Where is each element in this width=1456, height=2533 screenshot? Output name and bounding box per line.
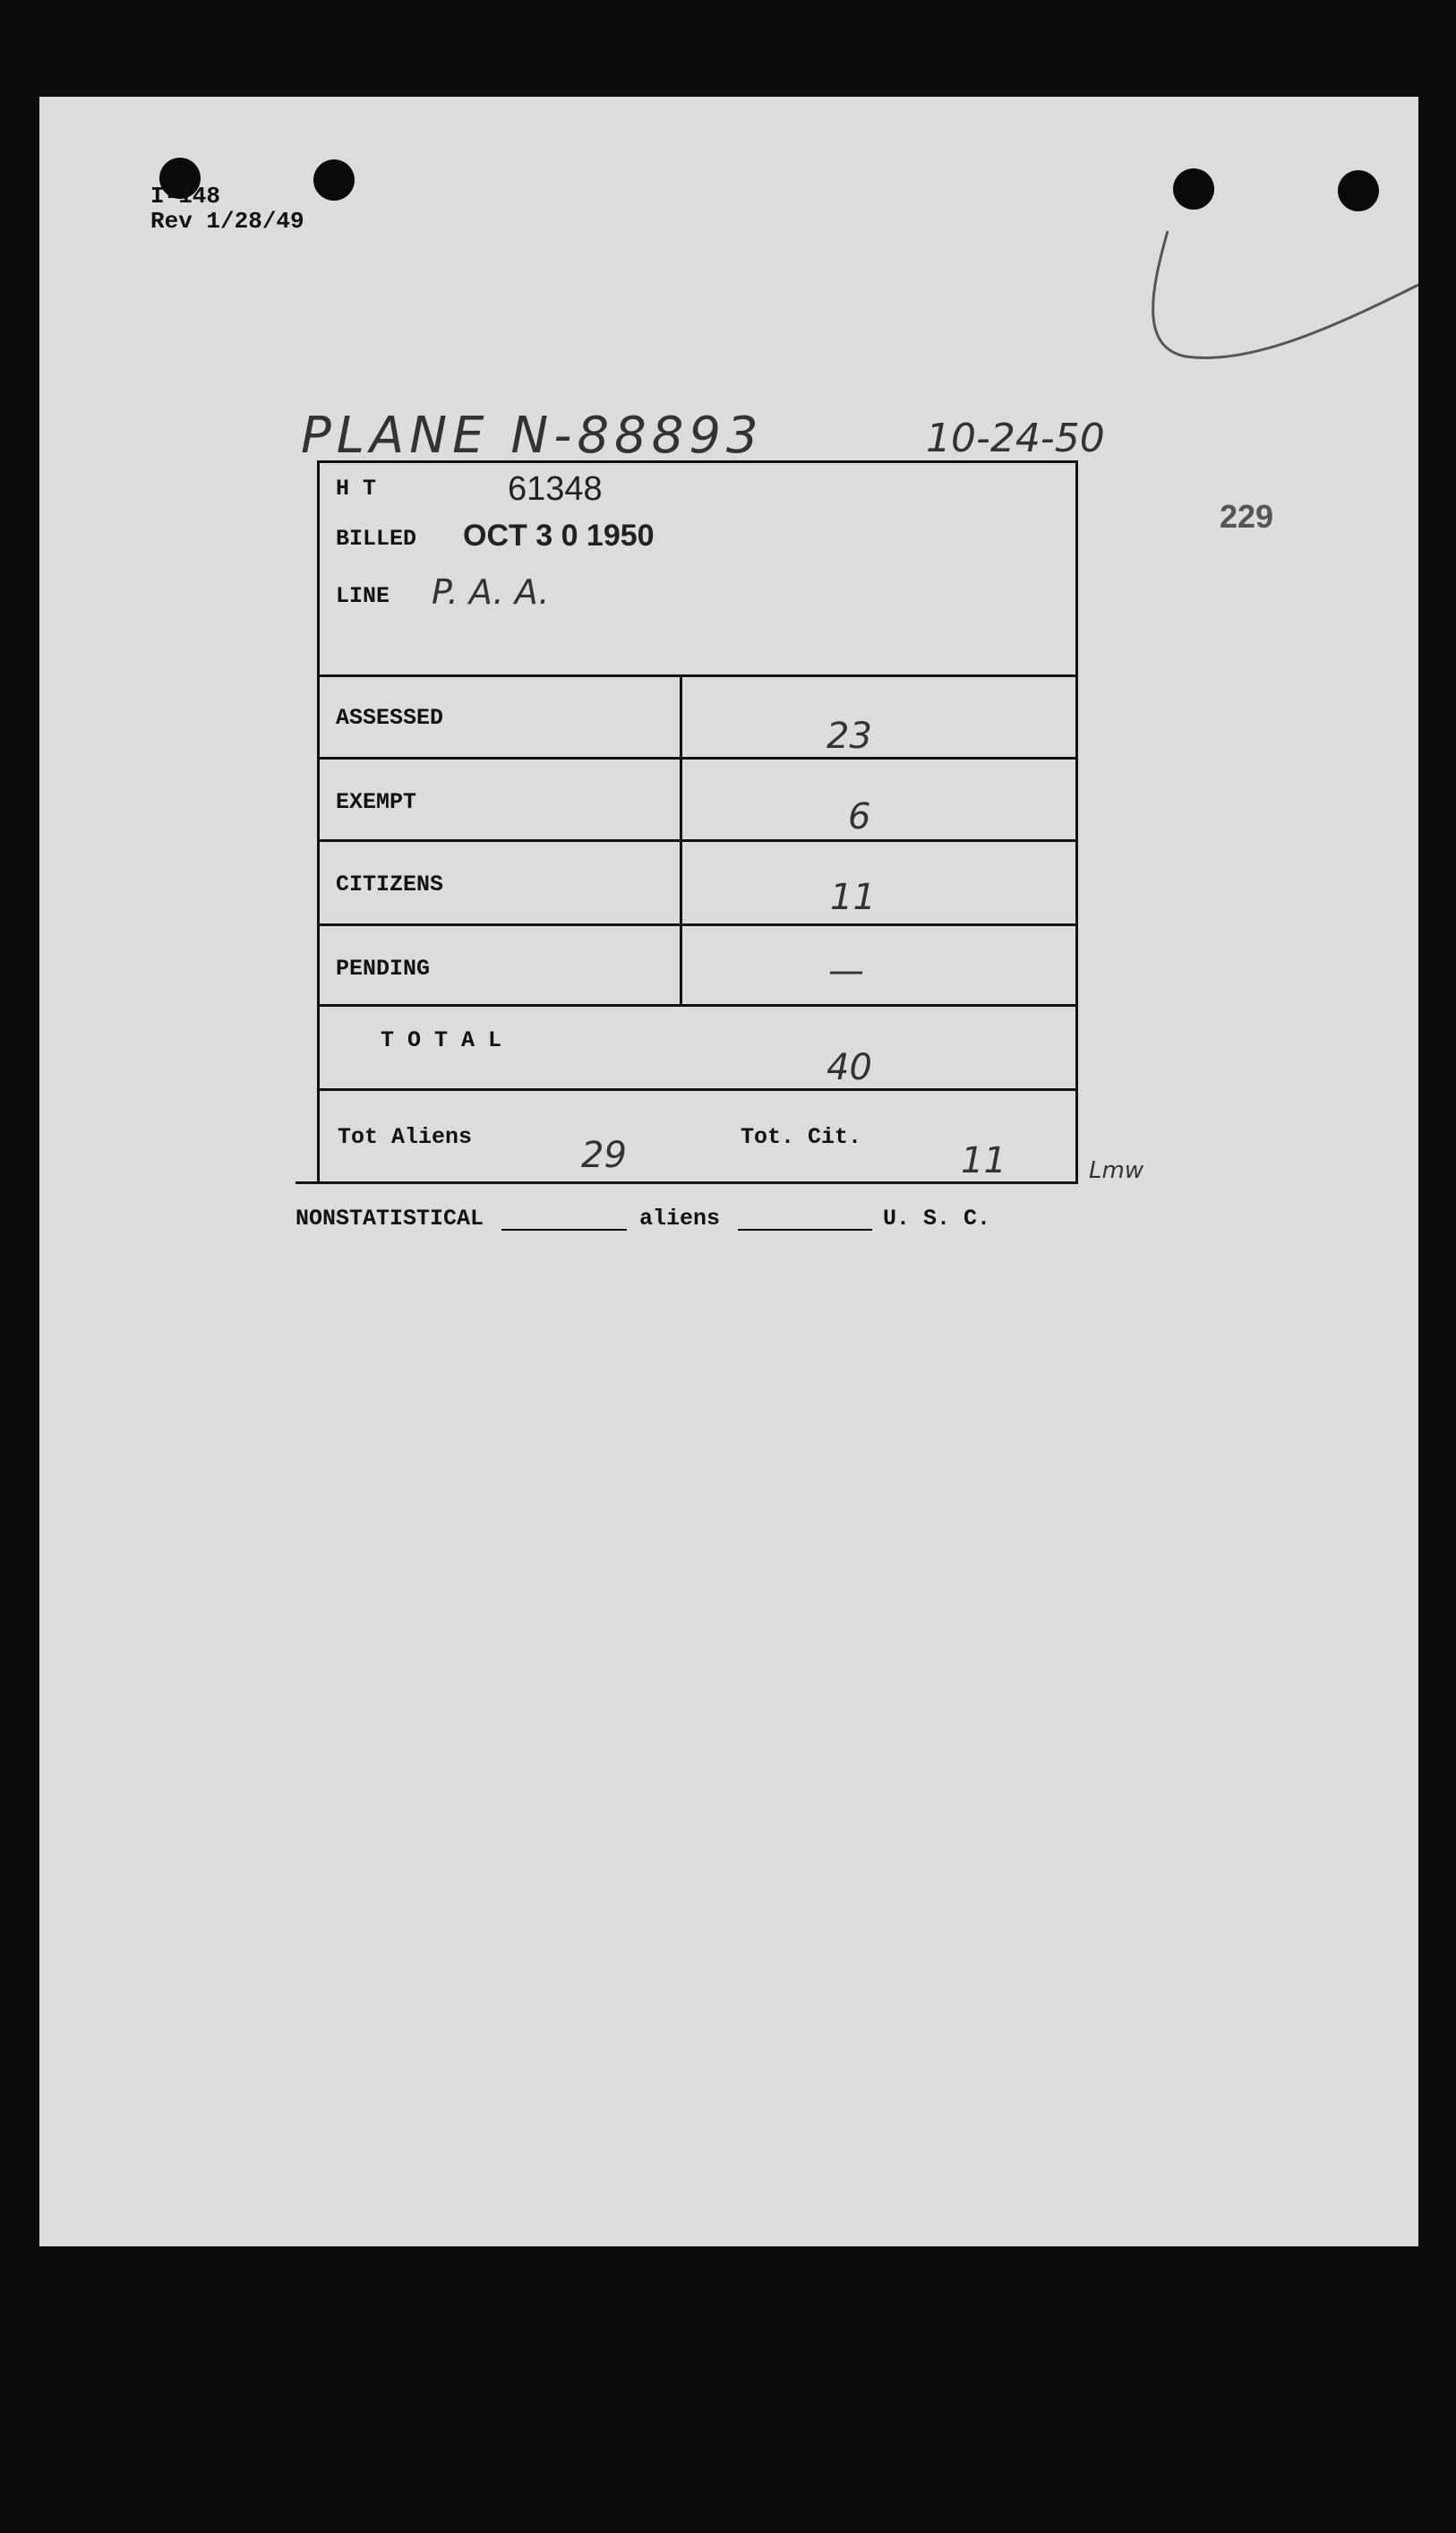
initials: Lmw	[1089, 1157, 1144, 1184]
assessed-label: ASSESSED	[336, 705, 444, 731]
total-label: T O T A L	[381, 1027, 502, 1053]
citizens-value: 11	[830, 877, 876, 918]
handwritten-stroke	[1132, 222, 1436, 383]
row-divider	[320, 1004, 1075, 1007]
column-divider	[680, 674, 682, 1004]
usc-label: U. S. C.	[883, 1206, 991, 1232]
line-label: LINE	[336, 583, 390, 609]
row-divider	[320, 923, 1075, 926]
row-divider	[320, 1088, 1075, 1091]
ht-label: H T	[336, 476, 377, 502]
nonstatistical-blank	[501, 1229, 627, 1231]
punch-hole	[1173, 168, 1214, 210]
aliens-blank	[738, 1229, 872, 1231]
nonstatistical-label: NONSTATISTICAL	[295, 1206, 484, 1232]
exempt-value: 6	[848, 796, 871, 837]
citizens-label: CITIZENS	[336, 872, 444, 897]
billed-date-stamp: OCT 3 0 1950	[463, 519, 655, 553]
tot-cit-value: 11	[961, 1140, 1006, 1181]
pending-value: —	[828, 950, 864, 992]
handwritten-date: 10-24-50	[926, 416, 1105, 461]
line-value: P. A. A.	[432, 572, 550, 612]
pending-label: PENDING	[336, 956, 431, 982]
form-number: I-148	[150, 183, 221, 210]
tax-form-table	[317, 460, 1078, 1184]
billed-label: BILLED	[336, 526, 417, 552]
base-line	[295, 1181, 319, 1184]
tot-aliens-label: Tot Aliens	[338, 1124, 473, 1150]
ht-value: 61348	[508, 470, 603, 508]
stamp-number: 229	[1220, 498, 1274, 535]
punch-hole	[1338, 170, 1379, 211]
tot-cit-label: Tot. Cit.	[741, 1124, 862, 1150]
total-value: 40	[826, 1047, 872, 1088]
assessed-value: 23	[826, 716, 872, 757]
row-divider	[320, 757, 1075, 760]
form-revision: Rev 1/28/49	[150, 208, 304, 235]
aliens-label: aliens	[639, 1206, 721, 1232]
punch-hole	[313, 159, 355, 201]
exempt-label: EXEMPT	[336, 789, 417, 815]
tot-aliens-value: 29	[581, 1135, 627, 1176]
handwritten-plane: PLANE N-88893	[301, 407, 764, 465]
row-divider	[320, 839, 1075, 842]
row-divider	[320, 674, 1075, 677]
